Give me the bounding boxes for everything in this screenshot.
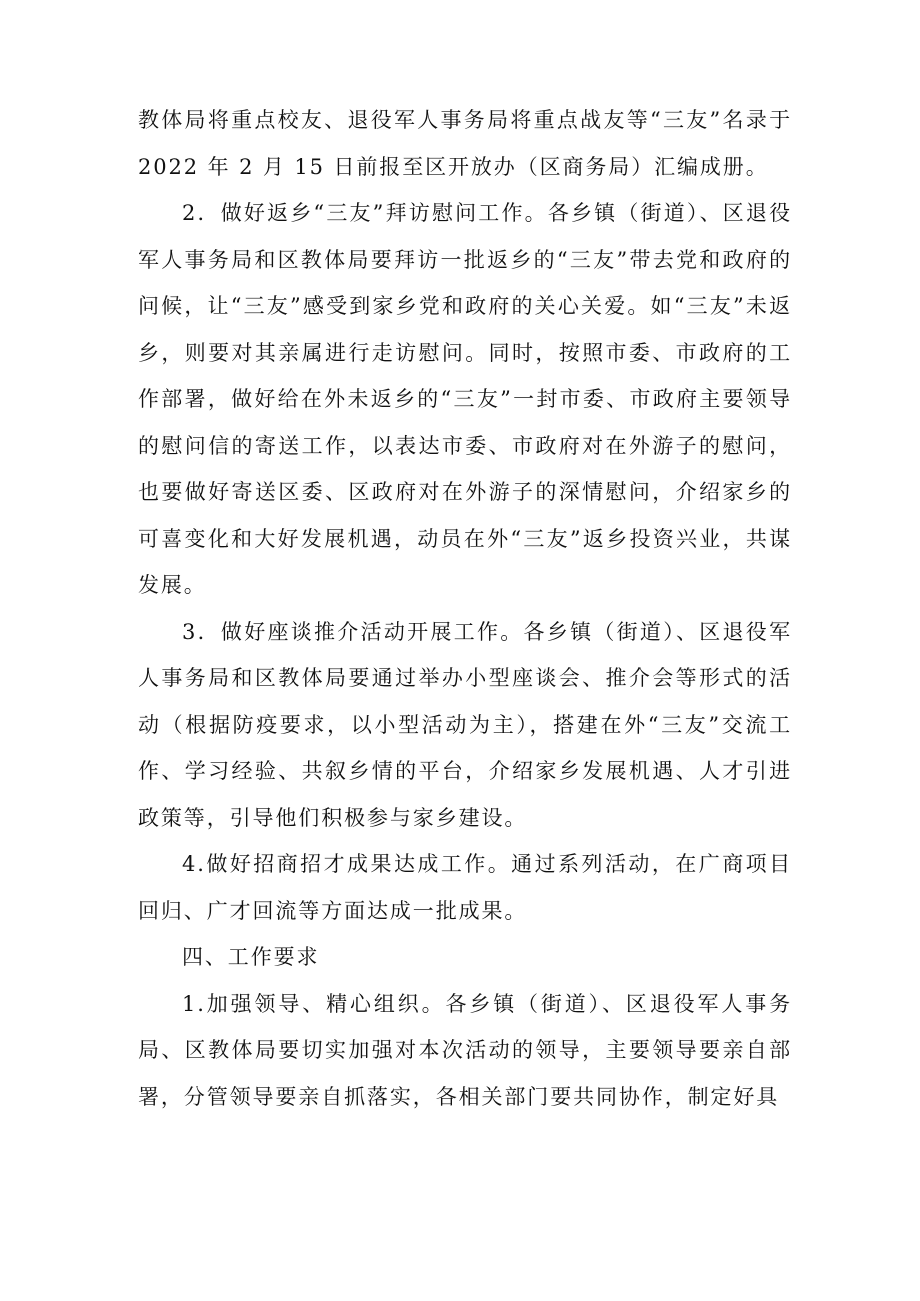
paragraph-item-4: 4.做好招商招才成果达成工作。通过系列活动，在广商项目回归、广才回流等方面达成一批成果。	[138, 852, 792, 923]
paragraph-continuation: 教体局将重点校友、退役军人事务局将重点战友等“三友”名录于 2022 年 2 月 15 日前报至区开放办（区商务局）汇编成册。	[138, 108, 792, 179]
paragraph-item-3: 3．做好座谈推介活动开展工作。各乡镇（街道）、区退役军人事务局和区教体局要通过举办小型座谈会、推介会等形式的活动（根据防疫要求，以小型活动为主），搭建在外“三友”交流工作、学习经验、共叙乡情的平台，介绍家乡发展机遇、人才引进政策等，引导他们积极参与家乡建设。	[138, 619, 792, 830]
paragraph-requirement-1: 1.加强领导、精心组织。各乡镇（街道）、区退役军人事务局、区教体局要切实加强对本次活动的领导，主要领导要亲自部署，分管领导要亲自抓落实，各相关部门要共同协作，制定好具	[138, 991, 792, 1109]
section-heading-requirements: 四、工作要求	[182, 945, 320, 969]
paragraph-item-2: 2．做好返乡“三友”拜访慰问工作。各乡镇（街道）、区退役军人事务局和区教体局要拜访一批返乡的“三友”带去党和政府的问候，让“三友”感受到家乡党和政府的关心关爱。如“三友”未返乡，则要对其亲属进行走访慰问。同时，按照市委、市政府的工作部署，做好给在外未返乡的“三友”一封市委、市政府主要领导的慰问信的寄送工作，以表达市委、市政府对在外游子的慰问，也要做好寄送区委、区政府对在外游子的深情慰问，介绍家乡的可喜变化和大好发展机遇，动员在外“三友”返乡投资兴业，共谋发展。	[138, 201, 792, 597]
document-page	[138, 97, 792, 1120]
